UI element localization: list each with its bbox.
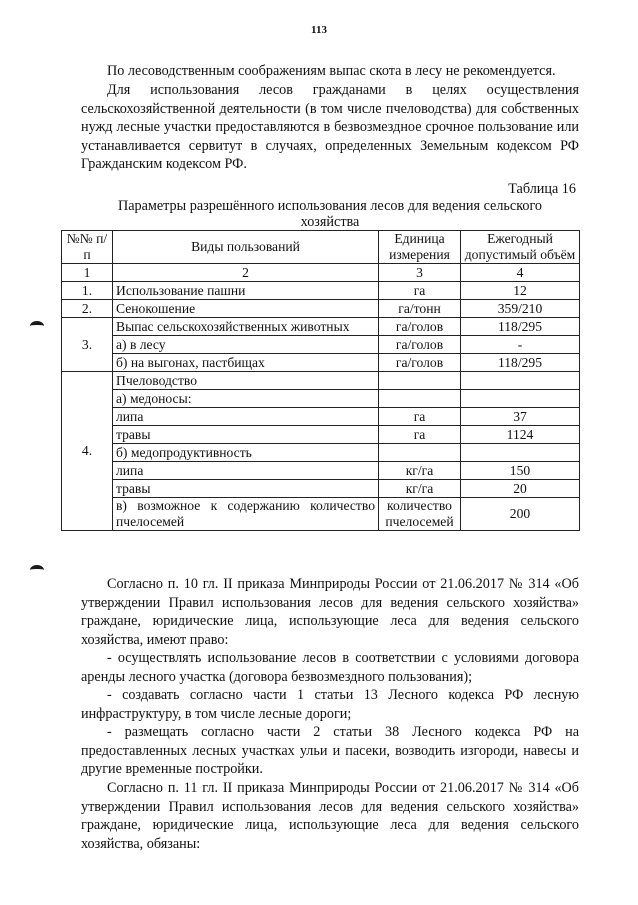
table-row — [62, 426, 580, 444]
row-kind: б) на выгонах, пастбищах — [113, 354, 379, 372]
row-unit: га/голов — [379, 354, 461, 372]
row-unit — [379, 444, 461, 462]
header-volume: Ежегодный допустимый объём — [461, 231, 580, 264]
col-number: 4 — [461, 264, 580, 282]
row-kind: б) медопродуктивность — [113, 444, 379, 462]
rights-item: - размещать согласно части 2 статьи 38 Лесного кодекса РФ на предоставленных лесных участках ульи и пасеки, возводить изгороди, навесы и другие временные постройки. — [81, 724, 579, 777]
row-unit: га/тонн — [379, 300, 461, 318]
row-volume: - — [461, 336, 580, 354]
table-row — [62, 444, 580, 462]
row-volume: 12 — [461, 282, 580, 300]
row-kind: в) возможное к содержанию количество пчелосемей — [113, 498, 379, 531]
paragraph-obligations-intro: Согласно п. 11 гл. II приказа Минприроды России от 21.06.2017 № 314 «Об утверждении Правил использования лесов для ведения сельского хозяйства» граждане, юридические лица, использующие леса для ведения сельского хозяйства, обязаны: — [81, 780, 579, 852]
row-kind: Использование пашни — [113, 282, 379, 300]
table-row — [62, 300, 580, 318]
rights-item: - создавать согласно части 1 статьи 13 Лесного кодекса РФ лесную инфраструктуру, в том числе лесные дороги; — [81, 687, 579, 722]
row-kind: Выпас сельскохозяйственных животных — [113, 318, 379, 336]
table-row — [62, 390, 580, 408]
binder-hole-mark — [30, 565, 44, 575]
row-unit: га — [379, 282, 461, 300]
table-row — [62, 408, 580, 426]
row-volume: 200 — [461, 498, 580, 531]
row-number: 2. — [62, 300, 113, 318]
row-kind: а) в лесу — [113, 336, 379, 354]
row-unit: га — [379, 426, 461, 444]
table-row — [62, 354, 580, 372]
row-volume — [461, 444, 580, 462]
row-unit — [379, 390, 461, 408]
row-unit: количество пчелосемей — [379, 498, 461, 531]
row-kind: липа — [113, 462, 379, 480]
row-volume: 359/210 — [461, 300, 580, 318]
table-row — [62, 498, 580, 531]
row-number: 4. — [62, 372, 113, 531]
row-volume: 1124 — [461, 426, 580, 444]
col-number: 2 — [113, 264, 379, 282]
row-number: 3. — [62, 318, 113, 372]
row-kind: липа — [113, 408, 379, 426]
paragraph-grazing: По лесоводственным соображениям выпас скота в лесу не рекомендуется. — [107, 63, 556, 79]
header-unit: Единица измерения — [379, 231, 461, 264]
row-volume: 118/295 — [461, 318, 580, 336]
paragraph-rights-intro: Согласно п. 10 гл. II приказа Минприроды России от 21.06.2017 № 314 «Об утверждении Правил использования лесов для ведения сельского хозяйства» граждане, юридические лица, использующие леса для ведения сельского хозяйства, имеют право: — [81, 576, 579, 648]
row-volume — [461, 372, 580, 390]
col-number: 1 — [62, 264, 113, 282]
table-row — [62, 336, 580, 354]
row-kind: травы — [113, 426, 379, 444]
column-numbers-row — [62, 264, 580, 282]
row-volume: 37 — [461, 408, 580, 426]
row-unit: кг/га — [379, 462, 461, 480]
table-row — [62, 372, 580, 390]
page-number: 113 — [311, 24, 327, 36]
row-kind: травы — [113, 480, 379, 498]
row-volume: 118/295 — [461, 354, 580, 372]
header-kind: Виды пользований — [113, 231, 379, 264]
paragraph-land-use: Для использования лесов гражданами в целях осуществления сельскохозяйственной деятельности (в том числе пчеловодства) для собственных нужд лесные участки предоставляются в безвозмездное срочное пользование или устанавливается сервитут в случаях, определенных Земельным кодексом РФ Гражданским кодексом РФ. — [81, 82, 579, 172]
table-row — [62, 282, 580, 300]
table-row — [62, 318, 580, 336]
rights-item: - осуществлять использование лесов в соответствии с условиями договора аренды лесного участка (договора безвозмездного пользования); — [81, 650, 579, 685]
binder-hole-mark — [30, 321, 44, 331]
parameters-table — [61, 230, 580, 531]
row-volume: 20 — [461, 480, 580, 498]
row-unit: га/голов — [379, 318, 461, 336]
header-number: №№ п/п — [62, 231, 113, 264]
table-row — [62, 480, 580, 498]
table-title: Параметры разрешённого использования лесов для ведения сельского хозяйства — [117, 198, 543, 230]
table-caption: Таблица 16 — [508, 181, 576, 197]
row-unit: га/голов — [379, 336, 461, 354]
row-volume — [461, 390, 580, 408]
row-kind: а) медоносы: — [113, 390, 379, 408]
row-unit: кг/га — [379, 480, 461, 498]
row-unit — [379, 372, 461, 390]
table-row — [62, 462, 580, 480]
row-unit: га — [379, 408, 461, 426]
row-number: 1. — [62, 282, 113, 300]
row-kind: Сенокошение — [113, 300, 379, 318]
row-kind: Пчеловодство — [113, 372, 379, 390]
table-header-row — [62, 231, 580, 264]
row-volume: 150 — [461, 462, 580, 480]
col-number: 3 — [379, 264, 461, 282]
